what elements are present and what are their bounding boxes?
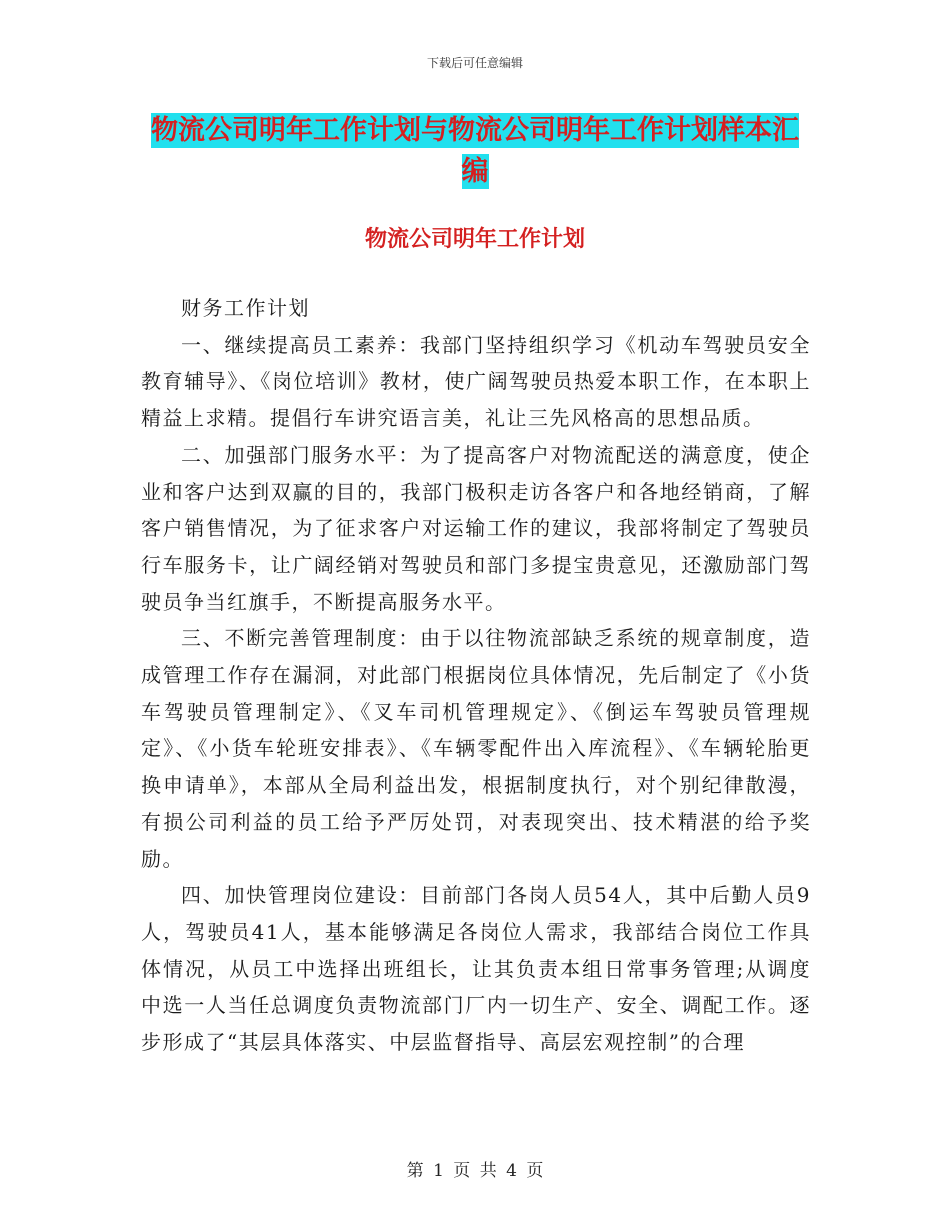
paragraph-3: 三、不断完善管理制度：由于以往物流部缺乏系统的规章制度，造成管理工作存在漏洞，对此部门根据岗位具体情况，先后制定了《小货车驾驶员管理制定》、《叉车司机管理规定》、《倒运车驾驶员管理规定》、《小货车轮班安排表》、《车辆零配件出入库流程》、《车辆轮胎更换申请单》，本部从全局利益出发，根据制度执行，对个别纪律散漫，有损公司利益的员工给予严厉处罚，对表现突出、技术精湛的给予奖励。 bbox=[141, 626, 811, 871]
paragraph-4: 四、加快管理岗位建设：目前部门各岗人员54人，其中后勤人员9人，驾驶员41人，基本能够满足各岗位人需求，我部结合岗位工作具体情况，从员工中选择出班组长，让其负责本组日常事务管理;从调度中选一人当任总调度负责物流部门厂内一切生产、安全、调配工作。逐步形成了“其层具体落实、中层监督指导、高层宏观控制”的合理 bbox=[141, 883, 811, 1055]
document-title bbox=[140, 110, 810, 192]
section-title: 物流公司明年工作计划 bbox=[364, 226, 585, 252]
body-text bbox=[141, 290, 811, 1061]
paragraph-2: 二、加强部门服务水平：为了提高客户对物流配送的满意度，使企业和客户达到双赢的目的，我部门极积走访各客户和各地经销商，了解客户销售情况，为了征求客户对运输工作的建议，我部将制定了驾驶员行车服务卡，让广阔经销对驾驶员和部门多提宝贵意见，还激励部门驾驶员争当红旗手，不断提高服务水平。 bbox=[141, 442, 811, 614]
page-footer: 第 1 页 共 4 页 bbox=[406, 1161, 544, 1181]
paragraph-finance-heading: 财务工作计划 bbox=[181, 296, 310, 320]
header-note: 下载后可任意编辑 bbox=[426, 56, 523, 70]
title-highlight: 物流公司明年工作计划与物流公司明年工作计划样本汇编 bbox=[151, 115, 799, 187]
paragraph-1: 一、继续提高员工素养：我部门坚持组织学习《机动车驾驶员安全教育辅导》、《岗位培训》教材，使广阔驾驶员热爱本职工作，在本职上精益上求精。提倡行车讲究语言美，礼让三先风格高的思想品质。 bbox=[141, 332, 811, 431]
